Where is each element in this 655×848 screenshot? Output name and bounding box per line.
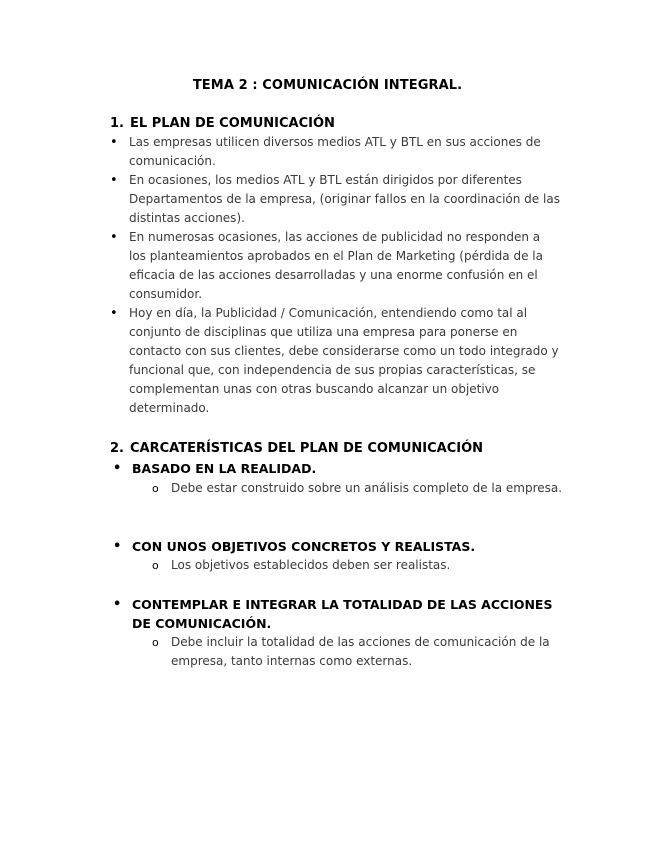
circle-bullet-icon: o — [152, 636, 159, 649]
bullet-icon: • — [113, 539, 122, 554]
list-item: • Las empresas utilicen diversos medios ATL y BTL en sus acciones de comunicación. — [110, 133, 560, 171]
characteristic-detail — [152, 479, 572, 498]
section-2-heading — [110, 441, 483, 456]
characteristic-detail-text: Los objetivos establecidos deben ser realistas. — [171, 558, 451, 572]
characteristic-detail — [152, 556, 572, 575]
circle-bullet-icon: o — [152, 559, 159, 572]
bullet-icon: • — [113, 597, 122, 612]
section-1-bullet-list — [110, 133, 560, 418]
list-item: • En ocasiones, los medios ATL y BTL están dirigidos por diferentes Departamentos de la empresa, (originar fallos en la coordinación de las distintas acciones). — [110, 171, 560, 228]
characteristic-heading-text: CONTEMPLAR E INTEGRAR LA TOTALIDAD DE LAS ACCIONES DE COMUNICACIÓN. — [132, 597, 553, 631]
section-1-number: 1. — [110, 116, 124, 131]
characteristic-heading-text: CON UNOS OBJETIVOS CONCRETOS Y REALISTAS. — [132, 539, 476, 554]
section-2-number: 2. — [110, 441, 124, 456]
bullet-icon: • — [113, 461, 122, 476]
section-1-title: EL PLAN DE COMUNICACIÓN — [130, 116, 335, 131]
characteristic-heading — [110, 537, 570, 556]
characteristic-detail — [152, 633, 572, 671]
characteristic-heading-text: BASADO EN LA REALIDAD. — [132, 461, 317, 476]
characteristic-heading — [110, 459, 570, 478]
characteristic-detail-text: Debe estar construido sobre un análisis completo de la empresa. — [171, 481, 563, 495]
characteristic-heading — [110, 595, 570, 633]
section-2-title: CARCATERÍSTICAS DEL PLAN DE COMUNICACIÓN — [130, 441, 484, 456]
document-title: TEMA 2 : COMUNICACIÓN INTEGRAL. — [192, 78, 463, 93]
list-item: • En numerosas ocasiones, las acciones de publicidad no responden a los planteamientos aprobados en el Plan de Marketing (pérdida de la eficacia de las acciones desarrolladas y una enorme confusión en el consumidor. — [110, 228, 560, 304]
circle-bullet-icon: o — [152, 482, 159, 495]
list-item: • Hoy en día, la Publicidad / Comunicación, entendiendo como tal al conjunto de disciplinas que utiliza una empresa para ponerse en contacto con sus clientes, debe considerarse como un todo integrado y funcional que, con independencia de sus propias características, se complementan unas con otras buscando alcanzar un objetivo determinado. — [110, 304, 560, 418]
section-1-heading — [110, 116, 335, 131]
characteristic-detail-text: Debe incluir la totalidad de las acciones de comunicación de la empresa, tanto internas como externas. — [171, 635, 550, 668]
